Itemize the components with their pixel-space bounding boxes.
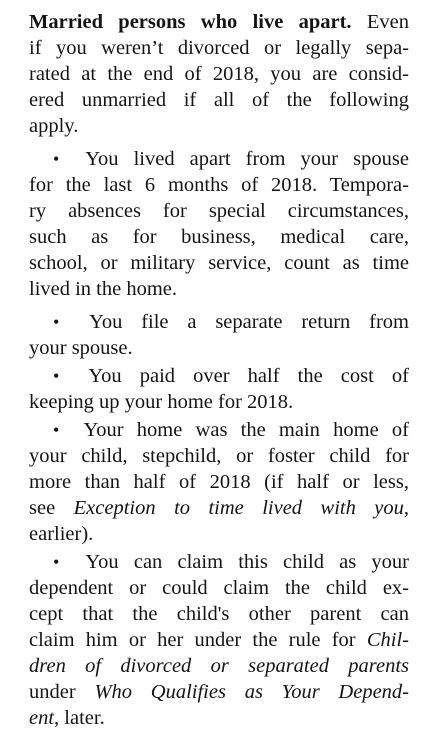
bullet-item-line [29, 627, 409, 653]
bullet-icon: • [53, 552, 60, 572]
bullet-item-line: your child, stepchild, or foster child for [29, 445, 409, 467]
bullet-text: You lived apart from your spouse [85, 148, 409, 170]
bullet-item-line [29, 417, 409, 443]
cross-reference: Chil- [366, 629, 409, 651]
bullet-item-line: your spouse. [29, 337, 133, 359]
bullet-text: see [29, 497, 56, 519]
bullet-icon: • [53, 420, 60, 440]
bullet-icon: • [53, 366, 60, 386]
paragraph-line: rated at the end of 2018, you are consid- [29, 63, 409, 85]
bullet-text: under [29, 681, 76, 703]
bullet-item-line [29, 363, 409, 389]
bullet-text: , [403, 497, 410, 519]
bullet-text: You paid over half the cost of [88, 365, 409, 387]
bullet-item-line: for the last 6 months of 2018. Tempora- [29, 174, 409, 196]
bullet-item-line: keeping up your home for 2018. [29, 391, 294, 413]
bullet-item-line: school, or military service, count as time [29, 252, 409, 274]
bullet-item-line: cept that the child's other parent can [29, 603, 409, 625]
bullet-icon: • [53, 149, 60, 169]
bullet-item-line [29, 549, 409, 575]
bullet-item-line [29, 146, 409, 172]
bullet-text: , later. [54, 707, 105, 729]
bullet-item-line [29, 705, 409, 731]
bullet-item-line: earlier). [29, 523, 94, 545]
bullet-item-line: dependent or could claim the child ex- [29, 577, 409, 599]
paragraph-line: if you weren’t divorced or legally sepa- [29, 37, 409, 59]
paragraph-line: ered unmarried if all of the following [29, 89, 409, 111]
cross-reference: ent [29, 707, 55, 729]
bullet-item-line [29, 495, 409, 521]
bullet-item-line [29, 309, 409, 335]
bullet-item-line: more than half of 2018 (if half or less, [29, 471, 409, 493]
bullet-text: You can claim this child as your [85, 551, 409, 573]
bullet-icon: • [53, 312, 60, 332]
intro-text: Even [366, 11, 409, 33]
cross-reference: Exception to time lived with you [73, 497, 404, 519]
paragraph-line [29, 9, 409, 35]
section-heading: Married persons who live apart. [29, 11, 352, 33]
paragraph-line: apply. [29, 115, 79, 137]
bullet-item-line: ry absences for special circumstances, [29, 200, 409, 222]
cross-reference: Who Qualifies as Your Depend- [94, 681, 410, 703]
bullet-text: You file a separate return from [89, 311, 409, 333]
bullet-item-line: lived in the home. [29, 278, 178, 300]
bullet-item-line [29, 679, 409, 705]
bullet-item-line: dren of divorced or separated parents [29, 655, 409, 677]
bullet-text: claim him or her under the rule for [29, 629, 356, 651]
bullet-text: Your home was the main home of [83, 419, 409, 441]
bullet-item-line: such as for business, medical care, [29, 226, 409, 248]
